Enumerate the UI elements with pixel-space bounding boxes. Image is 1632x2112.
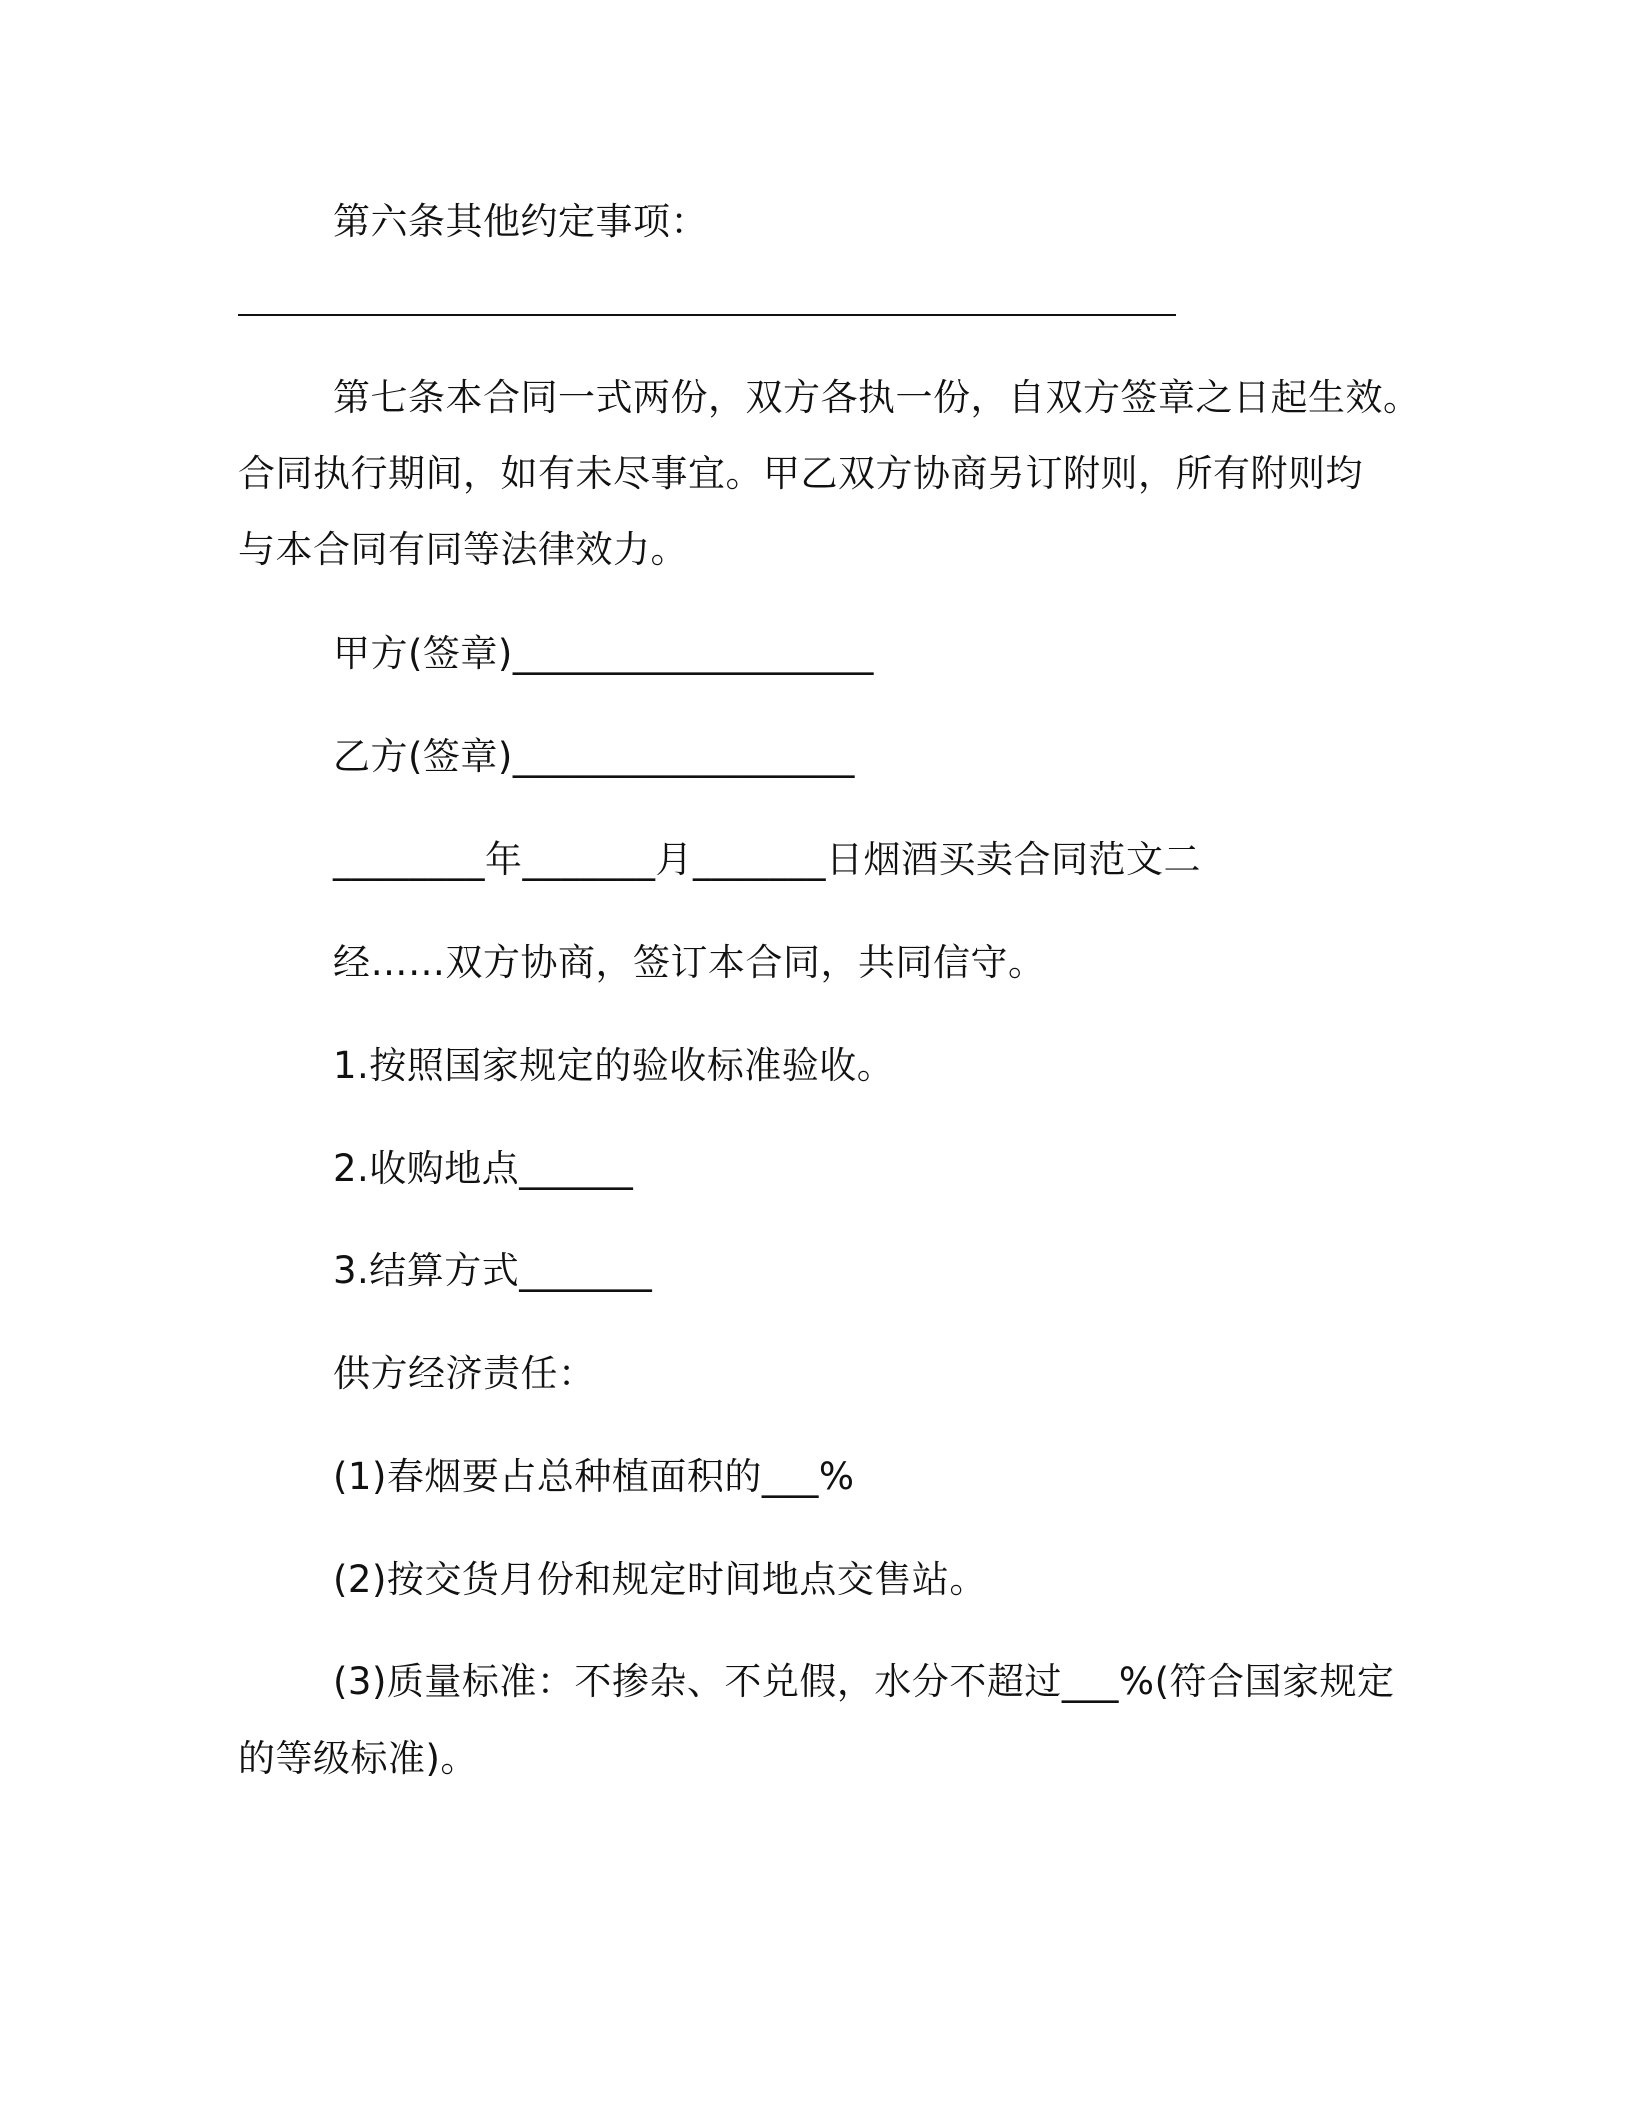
item-3-line1: (3)质量标准：不掺杂、不兑假，水分不超过___%(符合国家规定	[333, 1660, 1395, 1703]
party-a-signature: 甲方(签章)___________________	[333, 632, 874, 675]
clause-3: 3.结算方式_______	[333, 1249, 653, 1292]
item-3-line2: 的等级标准)。	[238, 1737, 478, 1780]
article7-line2: 合同执行期间，如有未尽事宜。甲乙双方协商另订附则，所有附则均	[238, 452, 1363, 495]
item-2: (2)按交货月份和规定时间地点交售站。	[333, 1558, 987, 1601]
article7-line1: 第七条本合同一式两份，双方各执一份，自双方签章之日起生效。	[333, 376, 1421, 419]
clause-1: 1.按照国家规定的验收标准验收。	[333, 1044, 895, 1087]
item-1: (1)春烟要占总种植面积的___%	[333, 1455, 855, 1498]
clause-2: 2.收购地点______	[333, 1147, 634, 1190]
blank-fill-line	[238, 314, 1176, 316]
supplier-heading: 供方经济责任：	[333, 1352, 596, 1395]
party-b-signature: 乙方(签章)__________________	[333, 735, 855, 778]
intro-paragraph: 经……双方协商，签订本合同，共同信守。	[333, 941, 1046, 984]
article7-line3: 与本合同有同等法律效力。	[238, 528, 688, 571]
date-and-title: ________年_______月_______日烟酒买卖合同范文二	[333, 838, 1201, 881]
article6-heading: 第六条其他约定事项：	[333, 200, 708, 243]
